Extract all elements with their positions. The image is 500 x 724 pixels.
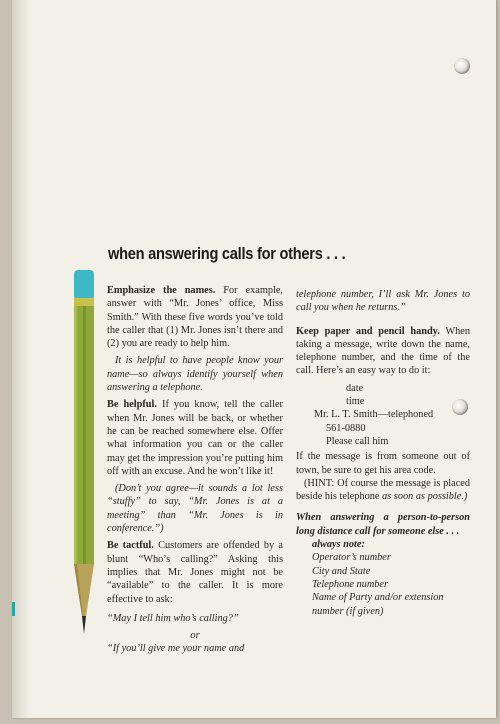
ask-example-2: “If you’ll give me your name and [107,643,245,655]
right-column [296,288,470,618]
hint-paragraph [296,477,470,504]
binder-hole-top [454,58,470,74]
message-number: 561-0880 [326,422,366,434]
message-time: time [346,396,365,408]
paper-lead: Keep paper and pencil handy. [296,325,440,337]
emphasize-paragraph [107,284,283,350]
long-distance-lead: When answering a person-to-person long distance call for someone else . . . [296,512,470,537]
ask-continued: telephone number, I’ll ask Mr. Jones to call you when he returns.” [296,289,470,314]
pencil-eraser-shape [74,270,94,300]
message-date: date [346,382,364,394]
helpful-lead: Be helpful. [107,399,157,411]
paper-text: When taking a message, write down the name, telephone number, and the time of the call. Here’s an easy way to do it: [296,325,470,377]
out-of-town-text: If the message is from someone out of town, be sure to get his area code. [296,451,470,476]
edge-color-mark [12,602,15,616]
emphasize-tip: It is helpful to have people know your name—so always identify yourself when answering a telephone. [107,355,283,394]
ask-or: or [190,630,200,642]
document-page [12,0,496,718]
note-item: Operator’s number [312,552,391,564]
message-example [296,382,470,448]
message-call: Please call him [326,435,389,447]
helpful-paragraph [107,398,283,478]
tactful-lead: Be tactful. [107,540,154,552]
helpful-text: If you know, tell the caller when Mr. Jones will be back, or whether he can be reached somewhere else. Offer what information you can or the caller may get the impression you’re putting him off with an excuse. And he won’t like it! [107,399,283,477]
ask-example-1: “May I tell him who’s calling?” [107,612,239,624]
message-name: Mr. L. T. Smith—telephoned [314,409,434,421]
note-list [296,551,470,617]
section-heading: when answering calls for others . . . [108,244,346,263]
tactful-text: Customers are offended by a blunt “Who’s calling?” Asking this implies that Mr. Jones might not be “available” to the caller. It is more effective to ask: [107,540,283,605]
paper-paragraph [296,325,470,378]
left-column [107,284,283,660]
note-item: Telephone number [312,578,388,590]
emphasize-text: For example, answer with “Mr. Jones’ office, Miss Smith.” With these five words you’ve told the caller that (1) Mr. Jones isn’t there and (2) you are ready to help him. [107,285,283,350]
tactful-paragraph [107,539,283,605]
note-item: City and State [312,565,371,577]
hint-text: (HINT: Of course the message is placed beside his telephone [296,477,470,503]
always-note: always note: [312,539,365,551]
helpful-tip: (Don’t you agree—it sounds a lot less “stuffy” to say, “Mr. Jones is at a meeting” than “Mr. Jones is in conference.”) [107,483,283,535]
hint-italic: as soon as possible.) [382,491,468,503]
emphasize-lead: Emphasize the names. [107,285,216,296]
note-item: Name of Party and/or extension number (if given) [312,592,444,617]
pencil-illustration [68,270,100,650]
